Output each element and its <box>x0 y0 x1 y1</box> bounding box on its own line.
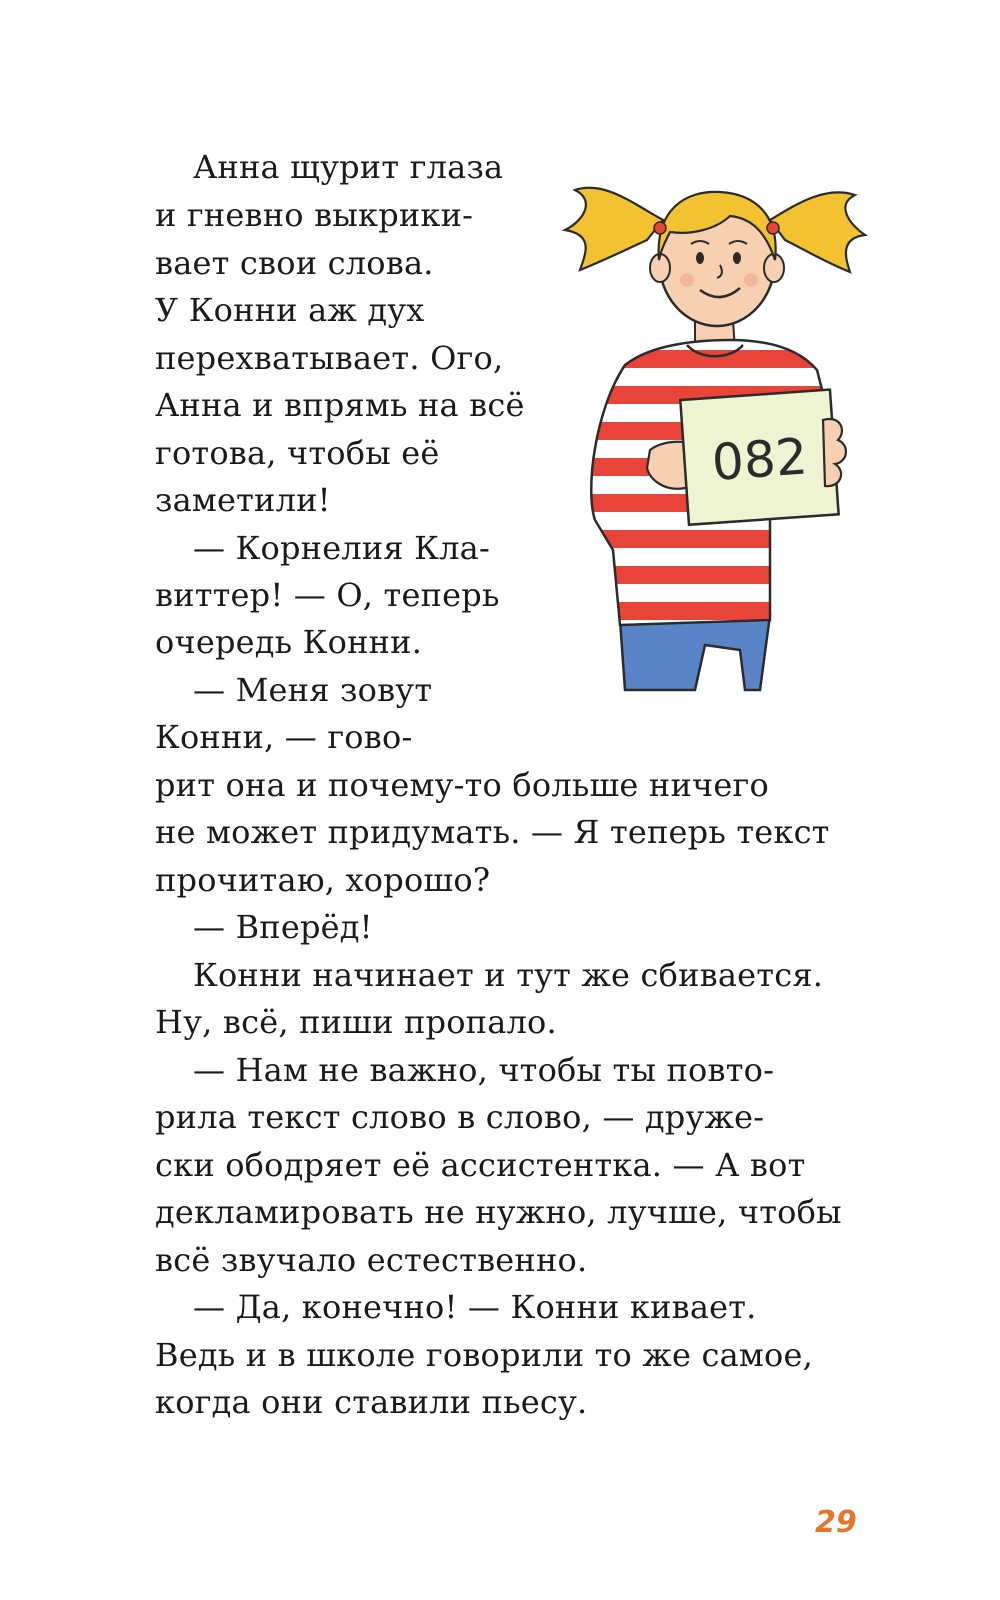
text-line: Конни, — гово- <box>155 718 413 756</box>
jeans <box>620 615 770 690</box>
text-line: не может придумать. — Я теперь текст <box>155 813 830 851</box>
text-line: готова, чтобы её <box>155 434 440 472</box>
text-line: рила текст слово в слово, — друже- <box>155 1098 765 1136</box>
text-line: — Меня зовут <box>193 671 433 709</box>
text-line: — Нам не важно, чтобы ты повто- <box>193 1051 775 1089</box>
text-line: виттер! — О, теперь <box>155 576 500 614</box>
text-line: Анна щурит глаза <box>193 148 504 186</box>
number-sign <box>680 390 838 525</box>
text-line: декламировать не нужно, лучше, чтобы <box>155 1193 842 1231</box>
text-line: рит она и почему-то больше ничего <box>155 766 769 804</box>
text-line: Ведь и в школе говорили то же самое, <box>155 1336 813 1374</box>
text-line: Конни начинает и тут же сбивается. <box>193 956 824 994</box>
text-line: перехватывает. Ого, <box>155 339 504 377</box>
text-line: — Да, конечно! — Конни кивает. <box>193 1288 757 1326</box>
text-line: заметили! <box>155 481 331 519</box>
text-line: У Конни аж дух <box>155 291 425 329</box>
text-line: ски ободряет её ассистентка. — А вот <box>155 1146 806 1184</box>
text-line: — Вперёд! <box>193 908 373 946</box>
text-line: вает свои слова. <box>155 244 434 282</box>
text-line: очередь Конни. <box>155 623 423 661</box>
text-line: — Корнелия Кла- <box>193 529 490 567</box>
text-line: Ну, всё, пиши пропало. <box>155 1003 557 1041</box>
girl-holding-number-sign-illustration <box>555 150 870 710</box>
text-line: и гневно выкрики- <box>155 196 474 234</box>
text-line: Анна и впрямь на всё <box>155 386 525 424</box>
text-line: прочитаю, хорошо? <box>155 861 491 899</box>
text-line: всё звучало естественно. <box>155 1241 588 1279</box>
sign-number: 082 <box>710 427 810 492</box>
text-line: когда они ставили пьесу. <box>155 1383 588 1421</box>
page-number: 29 <box>815 1505 857 1540</box>
